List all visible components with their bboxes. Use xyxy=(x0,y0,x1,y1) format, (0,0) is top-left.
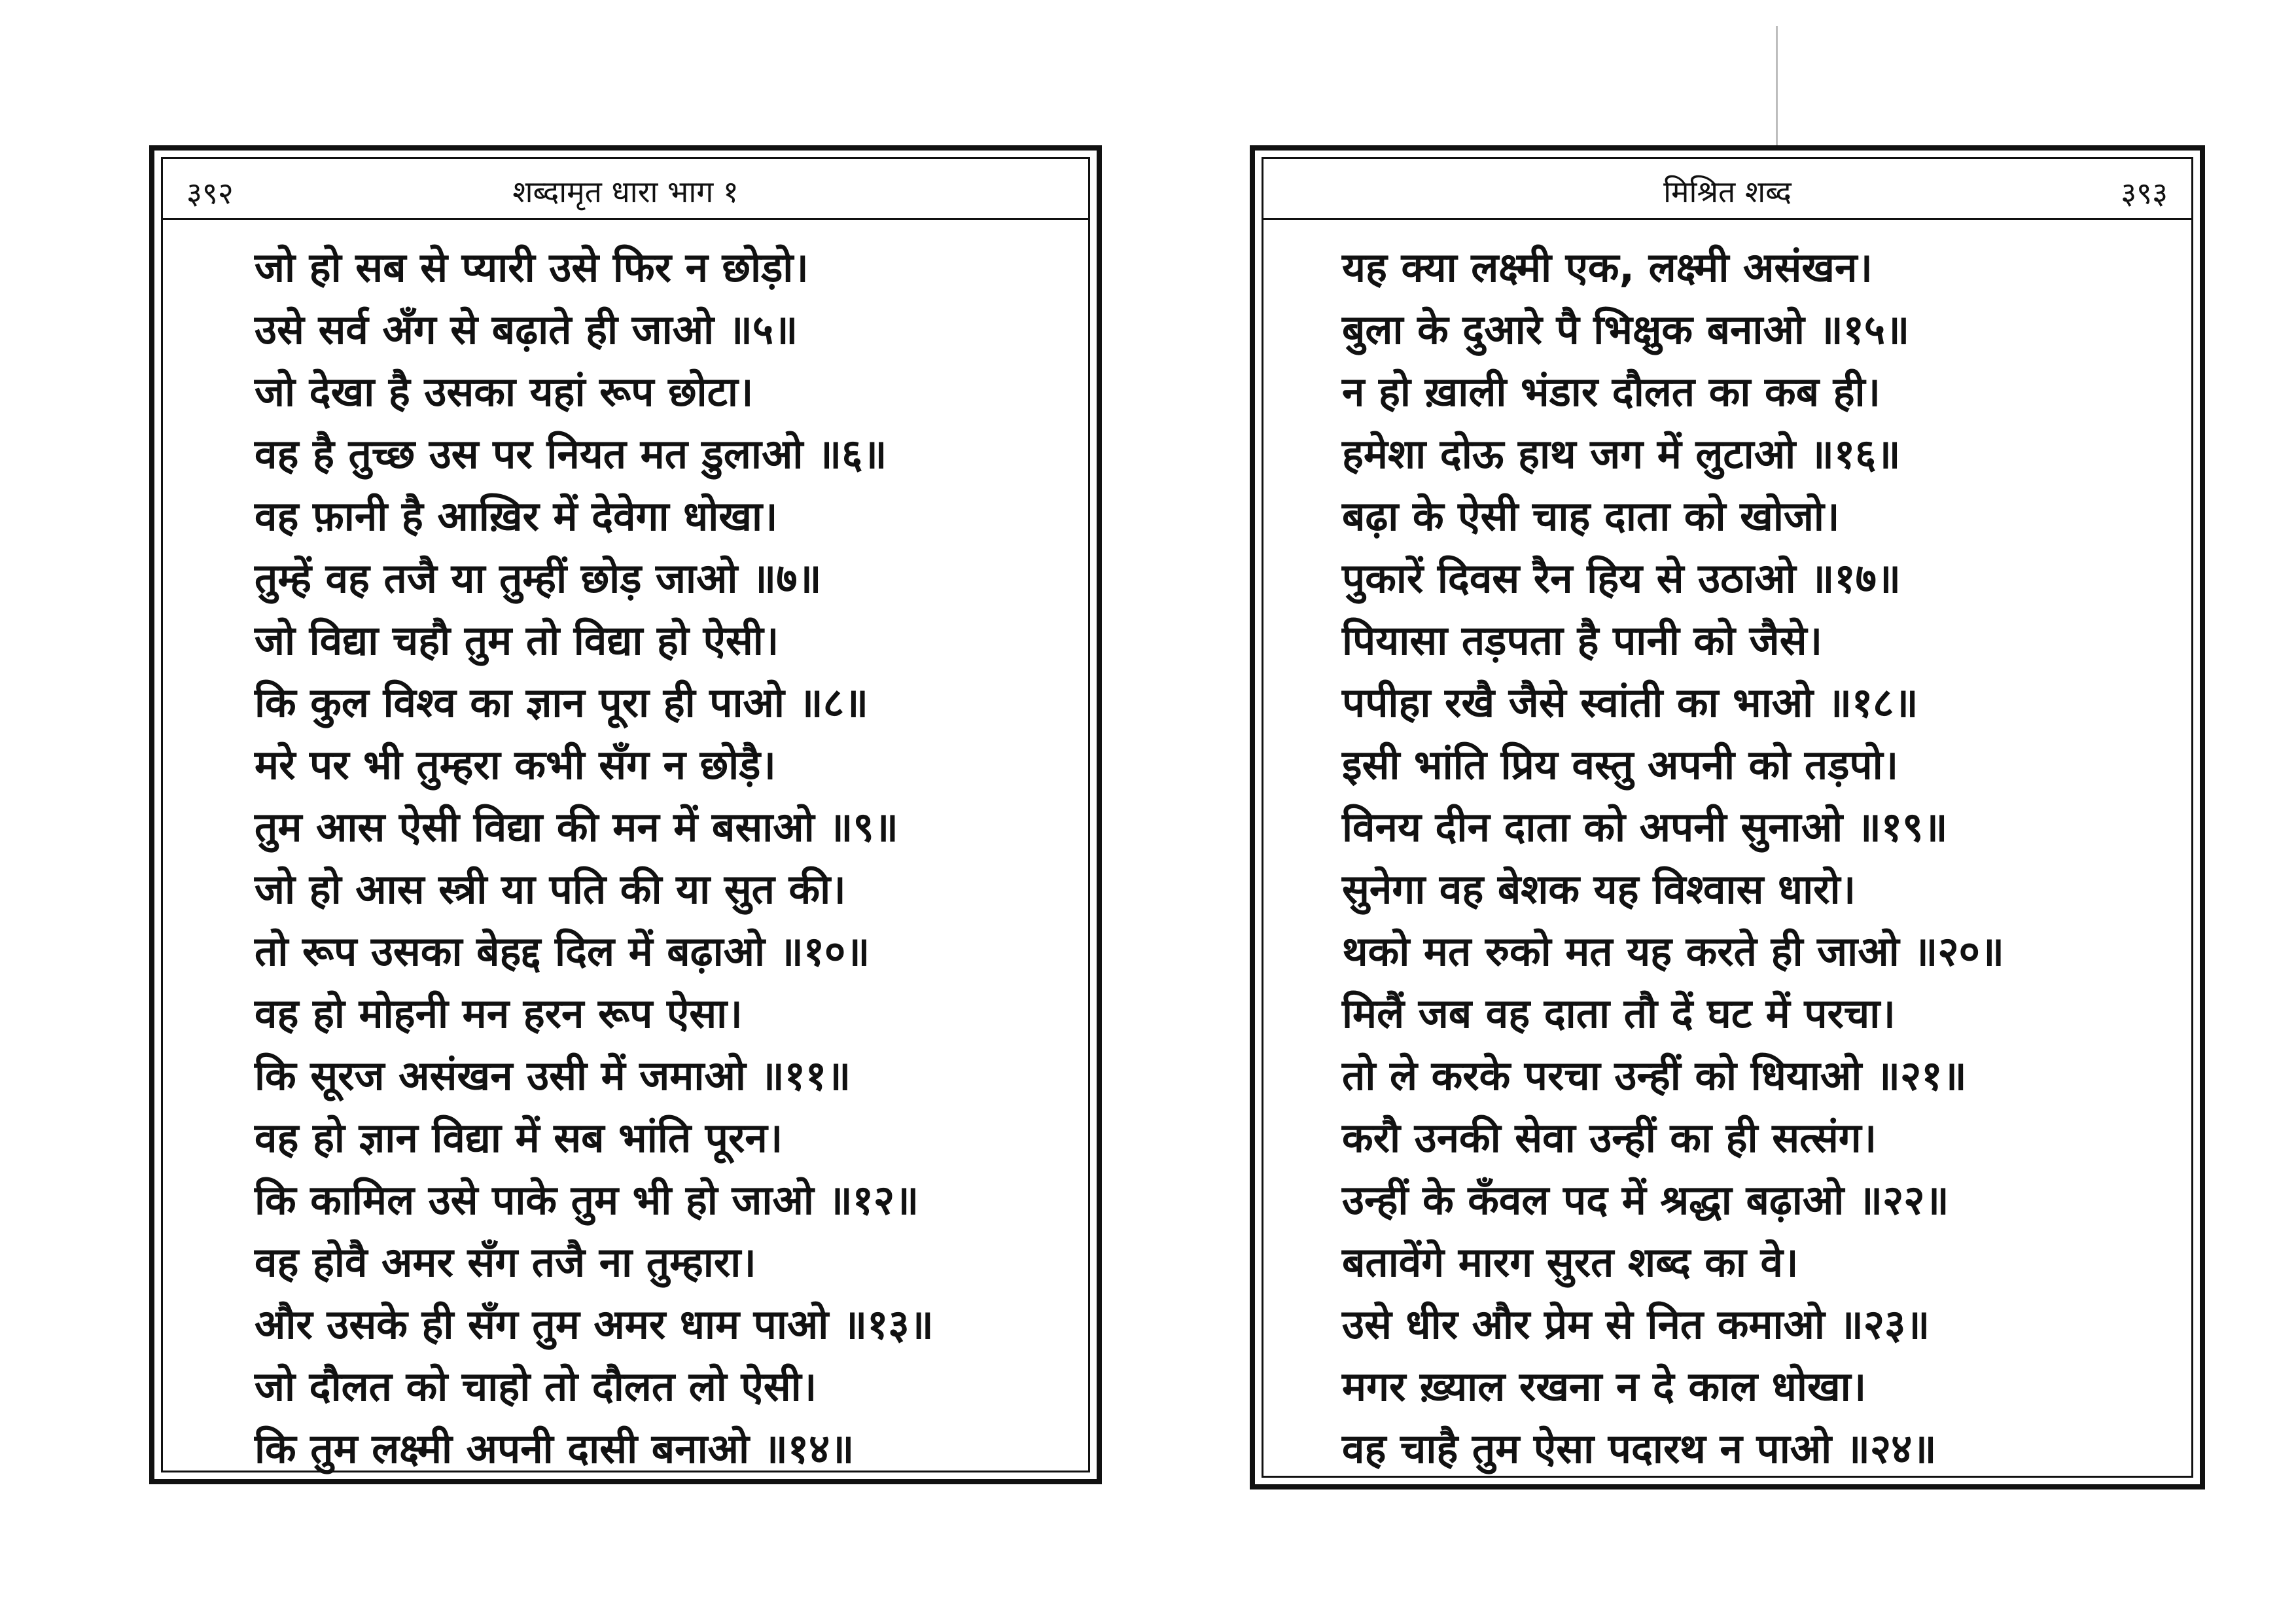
right-page xyxy=(1250,145,2205,1489)
verse-line: यह क्या लक्ष्मी एक, लक्ष्मी असंखन। xyxy=(1342,243,1873,291)
right-page-header xyxy=(1263,159,2191,220)
verse-line: पपीहा रखै जैसे स्वांती का भाओ ॥१८॥ xyxy=(1342,679,1918,726)
verse-line: तुम्हें वह तजै या तुम्हीं छोड़ जाओ ॥७॥ xyxy=(255,554,822,602)
verse-line: वह होवै अमर सँग तजै ना तुम्हारा। xyxy=(255,1238,756,1286)
verse-line: वह चाहै तुम ऐसा पदारथ न पाओ ॥२४॥ xyxy=(1342,1425,1937,1472)
verse-line: विनय दीन दाता को अपनी सुनाओ ॥१९॥ xyxy=(1342,803,1948,851)
right-verse-block xyxy=(1342,236,2152,1480)
verse-line: जो हो सब से प्यारी उसे फिर न छोड़ो। xyxy=(255,243,809,291)
verse-line: मिलैं जब वह दाता तौ दें घट में परचा। xyxy=(1342,990,1896,1037)
verse-line: बतावेंगे मारग सुरत शब्द का वे। xyxy=(1342,1238,1799,1286)
verse-line: उन्हीं के कँवल पद में श्रद्धा बढ़ाओ ॥२२॥ xyxy=(1342,1176,1949,1224)
verse-line: इसी भांति प्रिय वस्तु अपनी को तड़पो। xyxy=(1342,741,1899,789)
verse-line: वह है तुच्छ उस पर नियत मत डुलाओ ॥६॥ xyxy=(255,430,887,478)
left-page xyxy=(149,145,1102,1484)
verse-line: कि कुल विश्व का ज्ञान पूरा ही पाओ ॥८॥ xyxy=(255,679,869,726)
verse-line: न हो ख़ाली भंडार दौलत का कब ही। xyxy=(1342,368,1881,416)
left-page-title: शब्दामृत धारा भाग १ xyxy=(512,174,739,209)
verse-line: पियासा तड़पता है पानी को जैसे। xyxy=(1342,616,1823,664)
verse-line: तो ले करके परचा उन्हीं को धियाओ ॥२१॥ xyxy=(1342,1052,1967,1099)
left-page-header xyxy=(163,159,1088,220)
verse-line: कि सूरज असंखन उसी में जमाओ ॥११॥ xyxy=(255,1052,851,1099)
verse-line: करौ उनकी सेवा उन्हीं का ही सत्संग। xyxy=(1342,1114,1877,1162)
verse-line: जो विद्या चहौ तुम तो विद्या हो ऐसी। xyxy=(255,616,779,664)
verse-line: कि कामिल उसे पाके तुम भी हो जाओ ॥१२॥ xyxy=(255,1176,919,1224)
verse-line: उसे धीर और प्रेम से नित कमाओ ॥२३॥ xyxy=(1342,1300,1930,1348)
verse-line: तो रूप उसका बेहद्द दिल में बढ़ाओ ॥१०॥ xyxy=(255,927,870,975)
verse-line: हमेशा दोऊ हाथ जग में लुटाओ ॥१६॥ xyxy=(1342,430,1901,478)
verse-line: वह हो ज्ञान विद्या में सब भांति पूरन। xyxy=(255,1114,783,1162)
verse-line: कि तुम लक्ष्मी अपनी दासी बनाओ ॥१४॥ xyxy=(255,1425,855,1472)
verse-line: बढ़ा के ऐसी चाह दाता को खोजो। xyxy=(1342,492,1840,540)
verse-line: और उसके ही सँग तुम अमर धाम पाओ ॥१३॥ xyxy=(255,1300,934,1348)
left-page-number: ३९२ xyxy=(186,175,234,211)
right-page-number: ३९३ xyxy=(2121,175,2168,211)
right-page-title: मिश्रित शब्द xyxy=(1663,174,1792,209)
verse-line: तुम आस ऐसी विद्या की मन में बसाओ ॥९॥ xyxy=(255,803,898,851)
verse-line: बुला के दुआरे पै भिक्षुक बनाओ ॥१५॥ xyxy=(1342,306,1910,353)
verse-line: जो दौलत को चाहो तो दौलत लो ऐसी। xyxy=(255,1363,817,1410)
left-verse-block xyxy=(255,236,1049,1480)
verse-line: उसे सर्व अँग से बढ़ाते ही जाओ ॥५॥ xyxy=(255,306,798,353)
verse-line: थको मत रुको मत यह करते ही जाओ ॥२०॥ xyxy=(1342,927,2004,975)
verse-line: मगर ख़्याल रखना न दे काल धोखा। xyxy=(1342,1363,1867,1410)
verse-line: जो देखा है उसका यहां रूप छोटा। xyxy=(255,368,754,416)
verse-line: मरे पर भी तुम्हरा कभी सँग न छोड़ै। xyxy=(255,741,776,789)
right-page-inner-frame xyxy=(1262,157,2193,1478)
verse-line: जो हो आस स्त्री या पति की या सुत की। xyxy=(255,865,846,913)
verse-line: सुनेगा वह बेशक यह विश्वास धारो। xyxy=(1342,865,1856,913)
verse-line: वह हो मोहनी मन हरन रूप ऐसा। xyxy=(255,990,743,1037)
verse-line: पुकारें दिवस रैन हिय से उठाओ ॥१७॥ xyxy=(1342,554,1901,602)
verse-line: वह फ़ानी है आख़िर में देवेगा धोखा। xyxy=(255,492,778,540)
left-page-inner-frame xyxy=(161,157,1090,1472)
